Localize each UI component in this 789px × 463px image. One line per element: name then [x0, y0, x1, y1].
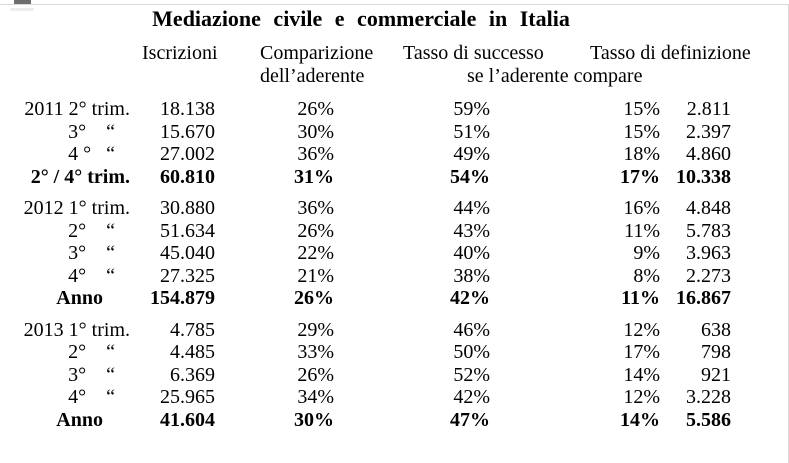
cell-successo: 43% — [453, 219, 490, 242]
cell-iscrizioni: 27.325 — [160, 264, 215, 287]
cell-iscrizioni: 45.040 — [160, 242, 215, 264]
cell-definizione-n: 798 — [701, 341, 731, 363]
cell-comparizione: 30% — [294, 408, 334, 431]
table-row — [0, 409, 733, 432]
cell-iscrizioni: 41.604 — [160, 408, 215, 431]
cell-iscrizioni: 4.485 — [170, 341, 215, 363]
column-header-successo-line1: Tasso di successo — [403, 42, 544, 64]
table-row — [0, 197, 733, 220]
cell-comparizione: 22% — [297, 242, 334, 264]
cell-definizione-n: 3.963 — [686, 242, 731, 264]
table-row — [0, 341, 733, 364]
row-label: Anno — [56, 408, 103, 431]
column-header-successo-line2: se l’aderente compare — [467, 65, 643, 87]
cell-definizione-n: 3.228 — [686, 386, 731, 408]
cell-comparizione: 36% — [297, 197, 334, 219]
cell-definizione-n: 921 — [701, 363, 731, 386]
cell-successo: 49% — [453, 143, 490, 165]
cell-definizione-pct: 14% — [620, 408, 660, 431]
frame-top-line — [0, 4, 789, 5]
cell-iscrizioni: 4.785 — [170, 318, 215, 341]
cell-comparizione: 34% — [297, 386, 334, 408]
cell-successo: 59% — [453, 98, 490, 120]
cell-iscrizioni: 25.965 — [160, 386, 215, 408]
cell-comparizione: 26% — [297, 363, 334, 386]
cell-comparizione: 26% — [297, 98, 334, 120]
row-label: 4° “ — [68, 386, 115, 408]
cell-successo: 38% — [453, 264, 490, 287]
cell-definizione-n: 2.397 — [686, 120, 731, 143]
cell-definizione-pct: 12% — [623, 386, 660, 408]
row-label: 4 ° “ — [68, 143, 115, 165]
row-label: 4° “ — [68, 264, 115, 287]
cell-definizione-n: 4.848 — [686, 197, 731, 219]
row-label: 2° / 4° trim. — [30, 165, 130, 188]
cell-successo: 42% — [453, 386, 490, 408]
cell-definizione-n: 5.783 — [686, 219, 731, 242]
cell-comparizione: 29% — [297, 318, 334, 341]
cell-definizione-n: 2.273 — [686, 264, 731, 287]
row-label: Anno — [56, 287, 103, 309]
cell-iscrizioni: 154.879 — [150, 287, 215, 309]
table-row — [0, 364, 733, 387]
row-label: 3° “ — [68, 363, 115, 386]
cell-iscrizioni: 27.002 — [160, 143, 215, 165]
cell-definizione-n: 10.338 — [676, 165, 731, 188]
cell-definizione-pct: 17% — [623, 341, 660, 363]
cell-definizione-n: 16.867 — [676, 287, 731, 309]
cell-successo: 47% — [450, 408, 490, 431]
table-row — [0, 319, 733, 342]
cell-successo: 42% — [450, 287, 490, 309]
table-row — [0, 98, 733, 121]
cell-definizione-n: 4.860 — [686, 143, 731, 165]
cell-comparizione: 31% — [294, 165, 334, 188]
cell-definizione-pct: 15% — [623, 120, 660, 143]
cell-iscrizioni: 51.634 — [160, 219, 215, 242]
table-row — [0, 242, 733, 265]
cell-iscrizioni: 30.880 — [160, 197, 215, 219]
row-label: 2° “ — [68, 341, 115, 363]
row-label: 3° “ — [68, 120, 115, 143]
row-label: 3° “ — [68, 242, 115, 264]
cell-successo: 54% — [450, 165, 490, 188]
cell-definizione-pct: 11% — [621, 287, 660, 309]
cell-definizione-pct: 11% — [624, 219, 660, 242]
cell-definizione-pct: 8% — [633, 264, 660, 287]
cell-comparizione: 36% — [297, 143, 334, 165]
cell-definizione-n: 5.586 — [686, 408, 731, 431]
cell-definizione-n: 638 — [701, 318, 731, 341]
table-row — [0, 121, 733, 144]
cell-iscrizioni: 60.810 — [160, 165, 215, 188]
cell-comparizione: 33% — [297, 341, 334, 363]
table-row — [0, 265, 733, 288]
column-header-iscrizioni: Iscrizioni — [142, 42, 218, 64]
row-label: 2013 1° trim. — [23, 318, 130, 341]
column-header-comparizione — [260, 42, 373, 88]
cell-successo: 50% — [453, 341, 490, 363]
column-header-comparizione-line1: Comparizione — [260, 42, 374, 64]
column-header-definizione: Tasso di definizione — [590, 42, 751, 64]
row-label: 2011 2° trim. — [24, 98, 130, 120]
row-label: 2° “ — [68, 219, 115, 242]
cell-definizione-n: 2.811 — [686, 98, 731, 120]
cell-successo: 40% — [453, 242, 490, 264]
cell-successo: 46% — [453, 318, 490, 341]
cell-definizione-pct: 9% — [633, 242, 660, 264]
table-row — [0, 166, 733, 189]
cell-comparizione: 26% — [297, 219, 334, 242]
table-body — [0, 98, 733, 431]
table-title: Mediazione civile e commerciale in Italia — [152, 6, 570, 31]
table-row — [0, 220, 733, 243]
cell-definizione-pct: 17% — [620, 165, 660, 188]
column-header-comparizione-line2: dell’aderente — [260, 65, 365, 87]
table-row — [0, 287, 733, 310]
cell-definizione-pct: 15% — [623, 98, 660, 120]
cell-successo: 51% — [453, 120, 490, 143]
table-row — [0, 143, 733, 166]
cell-definizione-pct: 16% — [623, 197, 660, 219]
table-row — [0, 386, 733, 409]
cell-definizione-pct: 18% — [623, 143, 660, 165]
cell-iscrizioni: 15.670 — [160, 120, 215, 143]
cell-comparizione: 26% — [294, 287, 334, 309]
cell-iscrizioni: 6.369 — [170, 363, 215, 386]
row-label: 2012 1° trim. — [23, 197, 130, 219]
cell-iscrizioni: 18.138 — [160, 98, 215, 120]
cell-successo: 52% — [453, 363, 490, 386]
cell-comparizione: 21% — [297, 264, 334, 287]
cell-definizione-pct: 14% — [623, 363, 660, 386]
cell-comparizione: 30% — [297, 120, 334, 143]
cell-definizione-pct: 12% — [623, 318, 660, 341]
cell-successo: 44% — [453, 197, 490, 219]
